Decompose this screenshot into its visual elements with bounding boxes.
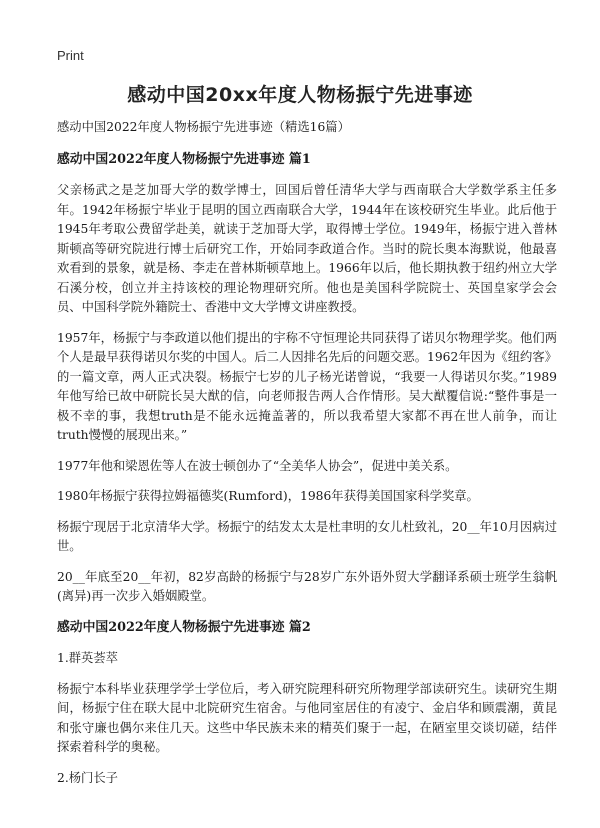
section-1-paragraph: 1977年他和梁恩佐等人在波士顿创办了“全美华人协会”，促进中美关系。 (57, 458, 458, 473)
page-title: 感动中国20xx年度人物杨振宁先进事迹 (127, 84, 473, 106)
article-subtitle: 感动中国2022年度人物杨振宁先进事迹（精选16篇） (57, 120, 350, 134)
article-body (57, 118, 557, 799)
section-1-paragraph: 1957年，杨振宁与李政道以他们提出的宇称不守恒理论共同获得了诺贝尔物理学奖。他们两个人是最早获得诺贝尔奖的中国人。后二人因排名先后的问题交恶。1962年因为《纽约客》的一篇文章，两人正式决裂。杨振宁七岁的儿子杨光诺曾说，“我要一人得诺贝尔奖。”1989年他写给已故中研院长吴大猷的信，向老师报告两人合作情形。吴大猷覆信说:“整件事是一极不幸的事，我想truth是不能永远掩盖著的，所以我希望大家都不再在世人前争，而让truth慢慢的展现出来。” (57, 330, 557, 442)
section-1-paragraph: 20__年底至20__年初，82岁高龄的杨振宁与28岁广东外语外贸大学翻译系硕士班学生翁帆(离异)再一次步入婚姻殿堂。 (57, 569, 557, 603)
section-1-heading: 感动中国2022年度人物杨振宁先进事迹 篇1 (57, 151, 311, 167)
section-1-paragraph: 父亲杨武之是芝加哥大学的数学博士，回国后曾任清华大学与西南联合大学数学系主任多年。1942年杨振宁毕业于昆明的国立西南联合大学，1944年在该校研究生毕业。此后他于1945年考取公费留学赴美，就读于芝加哥大学，取得博士学位。1949年，杨振宁进入普林斯顿高等研究院进行博士后研究工作，开始同李政道合作。当时的院长奥本海默说，他最喜欢看到的景象，就是杨、李走在普林斯顿草地上。1966年以后，他长期执教于纽约州立大学石溪分校，创立并主持该校的理论物理研究所。他也是美国科学院院士、英国皇家学会会员、中国科学院外籍院士、香港中文大学博文讲座教授。 (57, 183, 557, 314)
print-link[interactable]: Print (57, 48, 84, 63)
section-1-paragraph: 杨振宁现居于北京清华大学。杨振宁的结发太太是杜聿明的女儿杜致礼，20__年10月因病过世。 (57, 519, 557, 553)
section-2-heading: 感动中国2022年度人物杨振宁先进事迹 篇2 (57, 619, 311, 635)
section-2-item-heading: 1.群英荟萃 (57, 651, 118, 665)
section-2-paragraph: 杨振宁本科毕业获理学学士学位后，考入研究院理科研究所物理学部读研究生。读研究生期间，杨振宁住在联大昆中北院研究生宿舍。与他同室居住的有凌宁、金启华和顾震潮，黄昆和张守廉也偶尔来住几天。这些中华民族未来的精英们聚于一起，在陋室里交谈切磋，结伴探索着科学的奥秘。 (57, 681, 557, 754)
section-1-paragraph: 1980年杨振宁获得拉姆福德奖(Rumford)，1986年获得美国国家科学奖章。 (57, 489, 479, 503)
section-2-item-heading: 2.杨门长子 (57, 770, 118, 785)
